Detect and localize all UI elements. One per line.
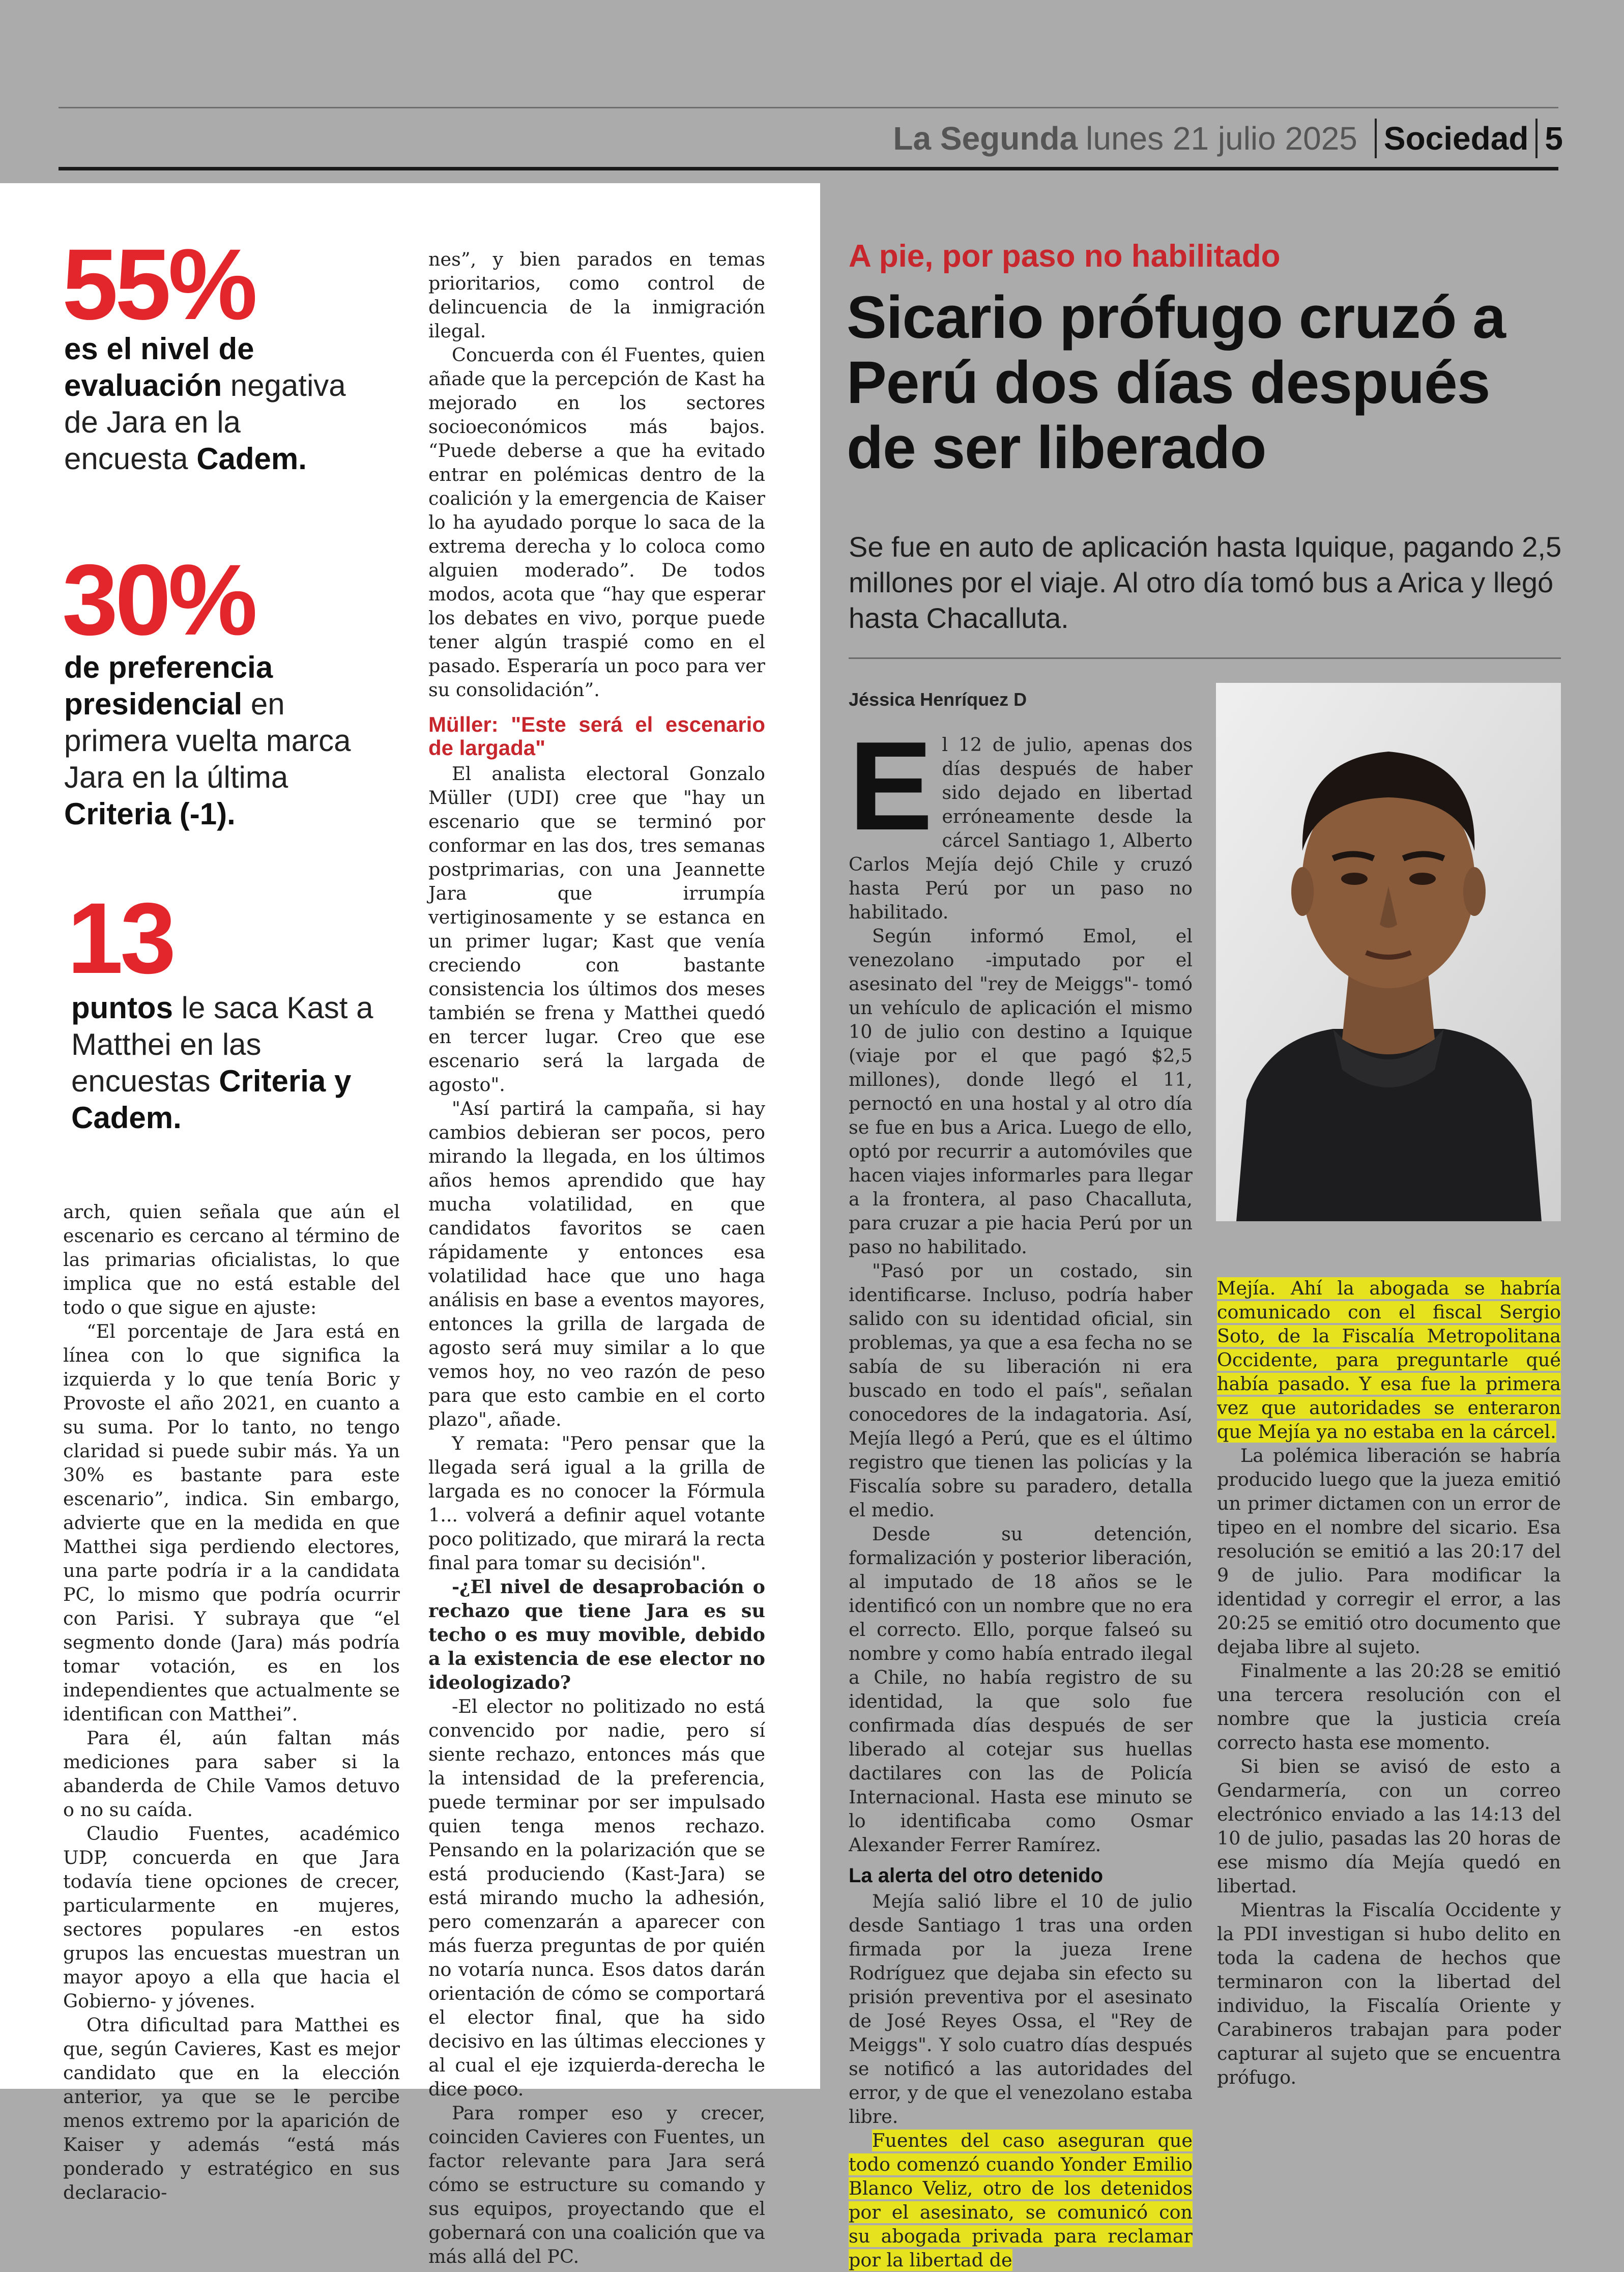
- column-1: [63, 1200, 400, 2204]
- paragraph: arch, quien señala que aún el escenario es cercano al término de las primarias oficialistas, lo que implica que no está estable del todo o que sigue en ajuste:: [63, 1201, 400, 1318]
- drop-cap: E: [849, 715, 933, 856]
- stat-number: 30%: [62, 543, 255, 656]
- publication-date: lunes 21 julio 2025: [1086, 120, 1357, 157]
- column-2: [428, 247, 765, 2268]
- paragraph: "Pasó por un costado, sin identificarse. Incluso, podría haber salido con su identidad oficial, sin problemas, ya que a esa fecha no se sabía de su liberación ni era buscado en todo el país", señalan conocedores de la indagatoria. Así, Mejía llegó a Perú, que es el último registro que tienen las policías y la Fiscalía sobre su paradero, detalla el medio.: [849, 1260, 1193, 1521]
- paragraph: "Así partirá la campaña, si hay cambios debieran ser pocos, pero mirando la llegada, en los últimos años hemos aprendido que hay mucha volatilidad, en que candidatos favoritos se caen rápidamente y entonces esa volatilidad hace que uno haga análisis en base a eventos mayores, entonces la grilla de largada de agosto será muy similar a lo que vemos hoy, no veo razón de peso para que esto cambie en el corto plazo", añade.: [428, 1098, 765, 1430]
- article-column-2: [1217, 1276, 1561, 2089]
- dek-rule: [849, 657, 1561, 659]
- header-separator: [1375, 119, 1377, 158]
- paragraph: Según informó Emol, el venezolano -imputado por el asesinato del "rey de Meiggs"- tomó un vehículo de aplicación el mismo 10 de julio con destino a Iquique (viaje por el que pagó $2,5 millones), donde llegó el 11, pernoctó en una hostal y al otro día se fue en bus a Arica. Luego de ello, optó por recurrir a automóviles que hacen viajes informarles para llegar a la frontera, al paso Chacalluta, para cruzar a pie hacia Perú por un paso no habilitado.: [849, 925, 1193, 1258]
- highlighted-paragraph: Fuentes del caso aseguran que todo comenzó cuando Yonder Emilio Blanco Veliz, otro de los detenidos por el asesinato, se comunicó con su abogada privada para reclamar por la libertad de: [849, 2130, 1193, 2271]
- article-dek: Se fue en auto de aplicación hasta Iquique, pagando 2,5 millones por el viaje. Al otro día tomó bus a Arica y llegó hasta Chacalluta.: [849, 531, 1562, 634]
- section-name: Sociedad: [1383, 120, 1529, 157]
- paragraph: Si bien se avisó de esto a Gendarmería, con un correo electrónico enviado a las 14:13 del 10 de julio, pasadas las 20 horas de ese mismo día Mejía quedó en libertad.: [1217, 1756, 1561, 1897]
- paragraph: Desde su detención, formalización y posterior liberación, al imputado de 18 años se le identificó con un nombre que no era el correcto. Ello, porque falseó su nombre y como había entrado ilegal a Chile, no había registro de su identidad, la que solo fue confirmada días después de ser liberado al cotejar sus huellas dactilares con las de Policía Internacional. Hasta ese minuto se lo identificaba como Osmar Alexander Ferrer Ramírez.: [849, 1523, 1193, 1856]
- article-byline: Jéssica Henríquez D: [849, 689, 1027, 710]
- paragraph: Mientras la Fiscalía Occidente y la PDI investigan si hubo delito en toda la cadena de hechos que terminaron con la libertad del individuo, la Fiscalía Oriente y Carabineros trabajan para poder capturar al sujeto que se encuentra prófugo.: [1217, 1899, 1561, 2088]
- stat-description: es el nivel de evaluación negativa de Jara en la encuesta Cadem.: [64, 332, 346, 476]
- stat-description: de preferencia presidencial en primera vuelta marca Jara en la última Criteria (-1).: [64, 650, 351, 831]
- portrait-illustration: [1216, 683, 1561, 1221]
- paragraph: Para él, aún faltan más mediciones para saber si la abanderda de Chile Vamos detuvo o no su caída.: [63, 1727, 400, 1821]
- highlighted-paragraph: Mejía. Ahí la abogada se habría comunicado con el fiscal Sergio Soto, de la Fiscalía Metropolitana Occidente, para preguntarle qué había pasado. Y esa fue la primera vez que autoridades se enteraron que Mejía ya no estaba en la cárcel.: [1217, 1277, 1561, 1443]
- header-bottom-rule: [59, 167, 1558, 170]
- paragraph: Claudio Fuentes, académico UDP, concuerda en que Jara todavía tiene opciones de crecer, particularmente en mujeres, sectores populares -en estos grupos las encuestas muestran un mayor apoyo a ella que hacia el Gobierno- y jóvenes.: [63, 1823, 400, 2012]
- paragraph: Concuerda con él Fuentes, quien añade que la percepción de Kast ha mejorado en los sectores socioeconómicos más bajos. “Puede deberse a que ha evitado entrar en polémicas dentro de la coalición y la emergencia de Kaiser lo ha ayudado porque lo saca de la extrema derecha y lo coloca como alguien moderado”. De todos modos, acota que “hay que esperar los debates en vivo, porque puede tener algún traspié como en el pasado. Esperaría un poco para ver su consolidación”.: [428, 344, 765, 701]
- stat-number: 55%: [62, 228, 255, 340]
- article-headline: Sicario prófugo cruzó a Perú dos días después de ser liberado: [847, 284, 1505, 481]
- paragraph: “El porcentaje de Jara está en línea con lo que significa la izquierda y lo que tenía Boric y Provoste el año 2021, en cuanto a su suma. Por lo tanto, no tengo claridad si puede subir más. Ya un 30% es bastante para este escenario”, indica. Sin embargo, advierte que en la medida en que Matthei siga perdiendo electores, una parte podría ir a la candidata PC, lo mismo que podría ocurrir con Parisi. Y subraya que “el segmento donde (Jara) más podría tomar votación, es en los independientes que actualmente se identifican con Matthei”.: [63, 1320, 400, 1725]
- paragraph: La polémica liberación se habría producido luego que la jueza emitió un primer dictamen con un error de tipeo en el nombre del sicario. Esa resolución se emitió a las 20:17 del 9 de julio. Para modificar la identidad y corregir el error, a las 20:25 se emitió otro documento que dejaba libre al sujeto.: [1217, 1445, 1561, 1658]
- paragraph: El analista electoral Gonzalo Müller (UDI) cree que "hay un escenario que se terminó por conformar en las dos, tres semanas postprimarias, con una Jeannette Jara que irrumpía vertiginosamente y se estanca en un primer lugar; Kast que venía creciendo con bastante consistencia los últimos dos meses también se frena y Matthei quedó en tercer lugar. Creo que ese escenario será la largada de agosto".: [428, 763, 765, 1096]
- suspect-photo: [1216, 683, 1561, 1221]
- stat-description: puntos le saca Kast a Matthei en las encuestas Criteria y Cadem.: [71, 991, 373, 1135]
- publication-name: La Segunda: [893, 120, 1078, 157]
- paragraph: -El elector no politizado no está convencido por nadie, pero sí siente rechazo, entonces más que la intensidad de la preferencia, puede terminar por ser impulsado quien tenga menos rechazo. Pensando en la polarización que se está produciendo (Kast-Jara) se está mirando mucho la adhesión, pero comenzarán a aparecer con más fuerza preguntas de por quién no votaría nunca. Esos datos darán orientación de cómo se comportará el elector final, que ha sido decisivo en las últimas elecciones y al cual el eje izquierda-derecha le dice poco.: [428, 1695, 765, 2100]
- paragraph: Finalmente a las 20:28 se emitió una tercera resolución con el nombre que la justicia creía correcto hasta ese momento.: [1217, 1660, 1561, 1753]
- paragraph: nes”, y bien parados en temas prioritarios, como control de delincuencia de la inmigración ilegal.: [428, 248, 765, 342]
- paragraph: El 12 de julio, apenas dos días después de haber sido dejado en libertad erróneamente desde la cárcel Santiago 1, Alberto Carlos Mejía dejó Chile y cruzó hasta Perú por un paso no habilitado.: [849, 715, 1193, 923]
- paragraph: Mejía salió libre el 10 de julio desde Santiago 1 tras una orden firmada por la jueza Irene Rodríguez que dejaba sin efecto su prisión preventiva por el asesinato de José Reyes Ossa, el "Rey de Meiggs". Y solo cuatro días después se notificó a las autoridades del error, y de que el venezolano estaba libre.: [849, 1890, 1193, 2127]
- subheading: La alerta del otro detenido: [849, 1864, 1104, 1887]
- page-header: [893, 113, 1563, 164]
- interview-question: -¿El nivel de desaprobación o rechazo que tiene Jara es su techo o es muy movible, debido a la existencia de ese elector no ideologizado?: [428, 1576, 765, 1693]
- header-separator: [1535, 119, 1538, 158]
- article-column-1: [849, 715, 1193, 2272]
- paragraph: Otra dificultad para Matthei es que, según Cavieres, Kast es mejor candidato que en la elección anterior, ya que se le percibe menos extremo por la aparición de Kaiser y además “está más ponderado y estratégico en sus declaracio-: [63, 2014, 400, 2203]
- subheading: Müller: "Este será el escenario de largada": [428, 712, 765, 760]
- page-number: 5: [1545, 120, 1563, 157]
- article-kicker: A pie, por paso no habilitado: [849, 239, 1281, 274]
- paragraph: Para romper eso y crecer, coinciden Cavieres con Fuentes, un factor relevante para Jara será cómo se estructure su comando y sus equipos, proyectando que el gobernará con una coalición que va más allá del PC.: [428, 2102, 765, 2267]
- paragraph: Y remata: "Pero pensar que la llegada será igual a la grilla de largada es no conocer la Fórmula 1... volverá a definir aquel votante poco politizado, que mirará la recta final para tomar su decisión".: [428, 1432, 765, 1574]
- stat-number: 13: [67, 882, 173, 994]
- header-top-rule: [59, 107, 1558, 108]
